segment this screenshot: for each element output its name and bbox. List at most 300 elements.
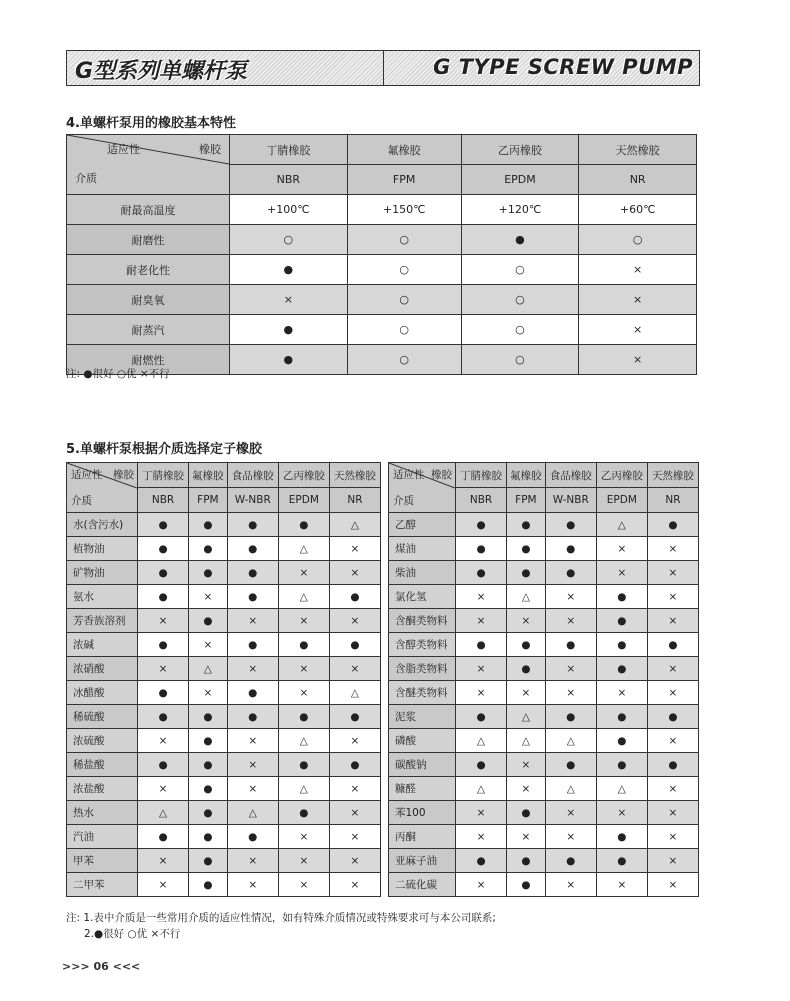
rating-cell: × <box>579 255 697 285</box>
table-row <box>67 585 381 609</box>
table2-corner-cell <box>67 463 138 513</box>
col-header-en: NR <box>579 165 697 195</box>
rating-cell: ● <box>456 561 507 585</box>
rating-cell: △ <box>278 585 329 609</box>
row-label: 煤油 <box>389 537 456 561</box>
rating-cell: ● <box>189 537 228 561</box>
table-row <box>389 561 699 585</box>
rating-cell: ● <box>138 705 189 729</box>
rating-cell: × <box>189 585 228 609</box>
table-row <box>67 825 381 849</box>
rating-cell: ○ <box>461 345 579 375</box>
rating-cell: ● <box>456 633 507 657</box>
rating-cell: ○ <box>230 225 348 255</box>
row-label: 耐老化性 <box>67 255 230 285</box>
col-header-cn: 氟橡胶 <box>189 463 228 488</box>
row-label: 稀盐酸 <box>67 753 138 777</box>
rating-cell: ● <box>138 561 189 585</box>
row-label: 矿物油 <box>67 561 138 585</box>
col-header-cn: 丁腈橡胶 <box>138 463 189 488</box>
rating-cell: ● <box>278 801 329 825</box>
rating-cell: ● <box>545 513 596 537</box>
rating-cell: ● <box>596 849 647 873</box>
rating-cell: × <box>329 801 380 825</box>
table1-corner-cell <box>67 135 230 195</box>
rating-cell: × <box>227 657 278 681</box>
table-row <box>67 849 381 873</box>
rating-cell: ● <box>227 561 278 585</box>
rating-cell: × <box>507 681 546 705</box>
rating-cell: × <box>596 873 647 897</box>
rating-cell: ○ <box>347 315 461 345</box>
table-row <box>67 801 381 825</box>
rating-cell: × <box>545 609 596 633</box>
col-header-en: EPDM <box>596 488 647 513</box>
table-row <box>389 609 699 633</box>
rating-cell: +150℃ <box>347 195 461 225</box>
rating-cell: × <box>545 873 596 897</box>
col-header-cn: 天然橡胶 <box>647 463 698 488</box>
corner-bottom-label: 介质 <box>393 495 414 507</box>
col-header-cn: 食品橡胶 <box>227 463 278 488</box>
rating-cell: × <box>227 753 278 777</box>
rating-cell: ● <box>596 633 647 657</box>
rating-cell: ● <box>189 561 228 585</box>
rating-cell: △ <box>278 729 329 753</box>
table-row <box>389 753 699 777</box>
rating-cell: × <box>227 729 278 753</box>
table-row <box>67 633 381 657</box>
row-label: 含酮类物料 <box>389 609 456 633</box>
rating-cell: ● <box>227 705 278 729</box>
col-header-cn: 丁腈橡胶 <box>456 463 507 488</box>
rating-cell: × <box>278 873 329 897</box>
rating-cell: × <box>456 873 507 897</box>
rating-cell: × <box>329 849 380 873</box>
corner-top-label: 适应性 <box>393 469 425 481</box>
col-header-en: FPM <box>189 488 228 513</box>
rating-cell: ● <box>138 585 189 609</box>
section2-note-1: 注: 1.表中介质是一些常用介质的适应性情况，如有特殊介质情况或特殊要求可与本公司联系; <box>66 912 496 924</box>
section2-note-2: 2.●很好 ○优 ×不行 <box>84 928 181 940</box>
col-header-en: FPM <box>347 165 461 195</box>
rating-cell: △ <box>596 513 647 537</box>
col-header-cn: 氟橡胶 <box>347 135 461 165</box>
table-row <box>389 633 699 657</box>
row-label: 泥浆 <box>389 705 456 729</box>
rating-cell: × <box>278 825 329 849</box>
col-header-en: EPDM <box>461 165 579 195</box>
col-header-cn: 天然橡胶 <box>579 135 697 165</box>
rating-cell: × <box>456 585 507 609</box>
rating-cell: ● <box>189 777 228 801</box>
rating-cell: × <box>456 801 507 825</box>
rating-cell: ● <box>507 849 546 873</box>
rating-cell: △ <box>329 513 380 537</box>
table-row <box>389 873 699 897</box>
rating-cell: ● <box>189 873 228 897</box>
table-row <box>389 849 699 873</box>
rating-cell: × <box>647 561 698 585</box>
row-label: 氨水 <box>67 585 138 609</box>
rating-cell: ● <box>189 705 228 729</box>
rating-cell: ● <box>230 315 348 345</box>
rating-cell: × <box>329 561 380 585</box>
row-label: 甲苯 <box>67 849 138 873</box>
rating-cell: ○ <box>579 225 697 255</box>
table-row <box>67 609 381 633</box>
table-row <box>67 561 381 585</box>
row-label: 碳酸钠 <box>389 753 456 777</box>
table-row <box>67 225 697 255</box>
rating-cell: △ <box>329 681 380 705</box>
rating-cell: × <box>456 609 507 633</box>
row-label: 植物油 <box>67 537 138 561</box>
rating-cell: ● <box>545 561 596 585</box>
row-label: 水(含污水) <box>67 513 138 537</box>
rating-cell: ● <box>278 633 329 657</box>
rating-cell: ● <box>647 513 698 537</box>
col-header-en: W-NBR <box>227 488 278 513</box>
row-label: 柴油 <box>389 561 456 585</box>
rating-cell: × <box>647 801 698 825</box>
row-label: 含醚类物料 <box>389 681 456 705</box>
rating-cell: +120℃ <box>461 195 579 225</box>
page-header <box>66 50 700 86</box>
row-label: 丙酮 <box>389 825 456 849</box>
rating-cell: △ <box>507 729 546 753</box>
col-header-en: EPDM <box>278 488 329 513</box>
rating-cell: ● <box>456 705 507 729</box>
rating-cell: +100℃ <box>230 195 348 225</box>
rating-cell: ● <box>189 753 228 777</box>
row-label: 亚麻子油 <box>389 849 456 873</box>
rating-cell: ○ <box>461 285 579 315</box>
rating-cell: ● <box>138 753 189 777</box>
col-header-en: W-NBR <box>545 488 596 513</box>
table2-corner-cell <box>389 463 456 513</box>
table-row <box>389 729 699 753</box>
table-row <box>67 255 697 285</box>
rating-cell: ● <box>278 753 329 777</box>
rating-cell: × <box>579 315 697 345</box>
rating-cell: ● <box>507 513 546 537</box>
header-right-panel <box>384 51 700 85</box>
row-label: 磷酸 <box>389 729 456 753</box>
rating-cell: ● <box>545 753 596 777</box>
rating-cell: ● <box>456 513 507 537</box>
page-number: >>> 06 <<< <box>62 960 141 973</box>
table-row <box>389 777 699 801</box>
rating-cell: △ <box>545 777 596 801</box>
rating-cell: ● <box>189 849 228 873</box>
rating-cell: × <box>329 825 380 849</box>
corner-right-label: 橡胶 <box>431 469 452 481</box>
rating-cell: × <box>647 609 698 633</box>
rating-cell: × <box>596 537 647 561</box>
rating-cell: × <box>138 657 189 681</box>
rating-cell: × <box>507 609 546 633</box>
table-row <box>389 513 699 537</box>
rating-cell: ● <box>647 753 698 777</box>
rating-cell: × <box>278 561 329 585</box>
rating-cell: × <box>507 777 546 801</box>
rating-cell: × <box>138 849 189 873</box>
rating-cell: ● <box>329 753 380 777</box>
row-label: 耐燃性 <box>67 345 230 375</box>
rubber-properties-table <box>66 134 697 375</box>
header-title-en: G TYPE SCREW PUMP <box>433 55 693 79</box>
rating-cell: × <box>227 849 278 873</box>
rating-cell: ● <box>545 633 596 657</box>
col-header-cn: 食品橡胶 <box>545 463 596 488</box>
rating-cell: × <box>329 777 380 801</box>
col-header-en: FPM <box>507 488 546 513</box>
rating-cell: × <box>278 657 329 681</box>
row-label: 热水 <box>67 801 138 825</box>
rating-cell: ● <box>189 609 228 633</box>
rating-cell: ● <box>545 537 596 561</box>
rating-cell: × <box>545 657 596 681</box>
row-label: 耐最高温度 <box>67 195 230 225</box>
row-label: 浓硝酸 <box>67 657 138 681</box>
rating-cell: × <box>456 657 507 681</box>
table-row <box>389 537 699 561</box>
rating-cell: × <box>138 609 189 633</box>
rating-cell: △ <box>456 777 507 801</box>
rating-cell: × <box>189 633 228 657</box>
rating-cell: ● <box>456 537 507 561</box>
table-row <box>389 825 699 849</box>
corner-bottom-label: 介质 <box>75 172 97 185</box>
rating-cell: × <box>596 561 647 585</box>
rating-cell: ● <box>647 705 698 729</box>
row-label: 浓硫酸 <box>67 729 138 753</box>
rating-cell: ● <box>227 681 278 705</box>
rating-cell: ● <box>596 657 647 681</box>
media-table-right <box>388 462 699 897</box>
rating-cell: × <box>278 609 329 633</box>
rating-cell: × <box>647 825 698 849</box>
rating-cell: ○ <box>461 255 579 285</box>
rating-cell: × <box>138 873 189 897</box>
rating-cell: × <box>329 873 380 897</box>
rating-cell: × <box>545 825 596 849</box>
rating-cell: ● <box>647 633 698 657</box>
rating-cell: × <box>227 873 278 897</box>
table-row <box>67 753 381 777</box>
rating-cell: ● <box>461 225 579 255</box>
table-row <box>67 285 697 315</box>
rating-cell: ● <box>138 633 189 657</box>
rating-cell: ● <box>545 849 596 873</box>
rating-cell: ● <box>278 705 329 729</box>
rating-cell: △ <box>596 777 647 801</box>
row-label: 含醇类物料 <box>389 633 456 657</box>
header-title-cn: G型系列单螺杆泵 <box>75 59 248 84</box>
col-header-en: NBR <box>138 488 189 513</box>
rating-cell: ● <box>329 633 380 657</box>
rating-cell: ● <box>507 537 546 561</box>
rating-cell: × <box>647 873 698 897</box>
table-row <box>67 315 697 345</box>
rating-cell: ● <box>507 873 546 897</box>
rating-cell: ● <box>596 729 647 753</box>
rating-cell: × <box>329 609 380 633</box>
table-row <box>389 681 699 705</box>
rating-cell: ● <box>596 825 647 849</box>
rating-cell: △ <box>278 537 329 561</box>
rating-cell: × <box>647 777 698 801</box>
table-row <box>67 873 381 897</box>
section1-note: 注: ●很好 ○优 ×不行 <box>66 368 170 380</box>
rating-cell: × <box>230 285 348 315</box>
rating-cell: ● <box>138 681 189 705</box>
rating-cell: × <box>647 585 698 609</box>
rating-cell: ● <box>278 513 329 537</box>
row-label: 芳香族溶剂 <box>67 609 138 633</box>
corner-bottom-label: 介质 <box>71 495 92 507</box>
rating-cell: × <box>456 825 507 849</box>
table-row <box>67 513 381 537</box>
media-table-left <box>66 462 381 897</box>
rating-cell: △ <box>507 705 546 729</box>
rating-cell: ● <box>227 513 278 537</box>
rating-cell: ● <box>329 585 380 609</box>
rating-cell: × <box>596 681 647 705</box>
row-label: 糠醛 <box>389 777 456 801</box>
rating-cell: × <box>227 609 278 633</box>
rating-cell: △ <box>456 729 507 753</box>
rating-cell: × <box>596 801 647 825</box>
row-label: 耐磨性 <box>67 225 230 255</box>
rating-cell: ● <box>507 657 546 681</box>
rating-cell: ● <box>456 849 507 873</box>
row-label: 二硫化碳 <box>389 873 456 897</box>
table-row <box>67 195 697 225</box>
col-header-en: NR <box>647 488 698 513</box>
rating-cell: ● <box>138 825 189 849</box>
rating-cell: × <box>647 681 698 705</box>
rating-cell: × <box>545 585 596 609</box>
rating-cell: × <box>579 345 697 375</box>
rating-cell: ○ <box>347 285 461 315</box>
rating-cell: ● <box>138 513 189 537</box>
rating-cell: × <box>647 729 698 753</box>
rating-cell: × <box>579 285 697 315</box>
rating-cell: △ <box>189 657 228 681</box>
section1-title: 4.单螺杆泵用的橡胶基本特性 <box>66 116 236 131</box>
rating-cell: ● <box>596 585 647 609</box>
rating-cell: ● <box>227 825 278 849</box>
rating-cell: × <box>138 777 189 801</box>
rating-cell: × <box>189 681 228 705</box>
rating-cell: ● <box>227 633 278 657</box>
rating-cell: ● <box>507 801 546 825</box>
rating-cell: × <box>138 729 189 753</box>
row-label: 苯100 <box>389 801 456 825</box>
table-row <box>67 705 381 729</box>
row-label: 氯化氢 <box>389 585 456 609</box>
rating-cell: ○ <box>347 225 461 255</box>
rating-cell: ● <box>227 585 278 609</box>
row-label: 浓盐酸 <box>67 777 138 801</box>
rating-cell: × <box>329 729 380 753</box>
rating-cell: ● <box>596 609 647 633</box>
rating-cell: × <box>278 849 329 873</box>
rating-cell: ● <box>189 729 228 753</box>
rating-cell: ● <box>456 753 507 777</box>
corner-right-label: 橡胶 <box>113 469 134 481</box>
row-label: 稀硫酸 <box>67 705 138 729</box>
row-label: 耐臭氧 <box>67 285 230 315</box>
col-header-cn: 乙丙橡胶 <box>596 463 647 488</box>
section2-title: 5.单螺杆泵根据介质选择定子橡胶 <box>66 442 262 457</box>
corner-right-label: 橡胶 <box>199 143 221 156</box>
table-row <box>67 729 381 753</box>
table-row <box>67 537 381 561</box>
rating-cell: △ <box>507 585 546 609</box>
rating-cell: × <box>456 681 507 705</box>
table-row <box>67 681 381 705</box>
table-row <box>389 705 699 729</box>
rating-cell: △ <box>227 801 278 825</box>
col-header-en: NR <box>329 488 380 513</box>
rating-cell: ● <box>189 825 228 849</box>
rating-cell: +60℃ <box>579 195 697 225</box>
rating-cell: ● <box>596 753 647 777</box>
rating-cell: × <box>329 537 380 561</box>
rating-cell: ● <box>545 705 596 729</box>
col-header-cn: 天然橡胶 <box>329 463 380 488</box>
rating-cell: × <box>329 657 380 681</box>
rating-cell: ● <box>230 255 348 285</box>
rating-cell: × <box>278 681 329 705</box>
corner-top-label: 适应性 <box>107 143 140 156</box>
rating-cell: △ <box>545 729 596 753</box>
row-label: 汽油 <box>67 825 138 849</box>
header-left-panel <box>67 51 384 85</box>
rating-cell: ● <box>189 513 228 537</box>
rating-cell: ● <box>138 537 189 561</box>
col-header-en: NBR <box>230 165 348 195</box>
row-label: 含脂类物料 <box>389 657 456 681</box>
rating-cell: × <box>545 801 596 825</box>
rating-cell: ● <box>507 561 546 585</box>
rating-cell: × <box>647 657 698 681</box>
table-row <box>389 585 699 609</box>
rating-cell: ● <box>230 345 348 375</box>
rating-cell: ● <box>227 537 278 561</box>
table-row <box>389 801 699 825</box>
row-label: 二甲苯 <box>67 873 138 897</box>
rating-cell: × <box>647 849 698 873</box>
rating-cell: ○ <box>347 345 461 375</box>
rating-cell: × <box>227 777 278 801</box>
rating-cell: ● <box>507 633 546 657</box>
rating-cell: ○ <box>347 255 461 285</box>
rating-cell: × <box>507 753 546 777</box>
corner-top-label: 适应性 <box>71 469 103 481</box>
row-label: 乙醇 <box>389 513 456 537</box>
rating-cell: ○ <box>461 315 579 345</box>
rating-cell: △ <box>278 777 329 801</box>
col-header-cn: 丁腈橡胶 <box>230 135 348 165</box>
rating-cell: × <box>507 825 546 849</box>
rating-cell: ● <box>596 705 647 729</box>
col-header-cn: 乙丙橡胶 <box>461 135 579 165</box>
rating-cell: × <box>647 537 698 561</box>
